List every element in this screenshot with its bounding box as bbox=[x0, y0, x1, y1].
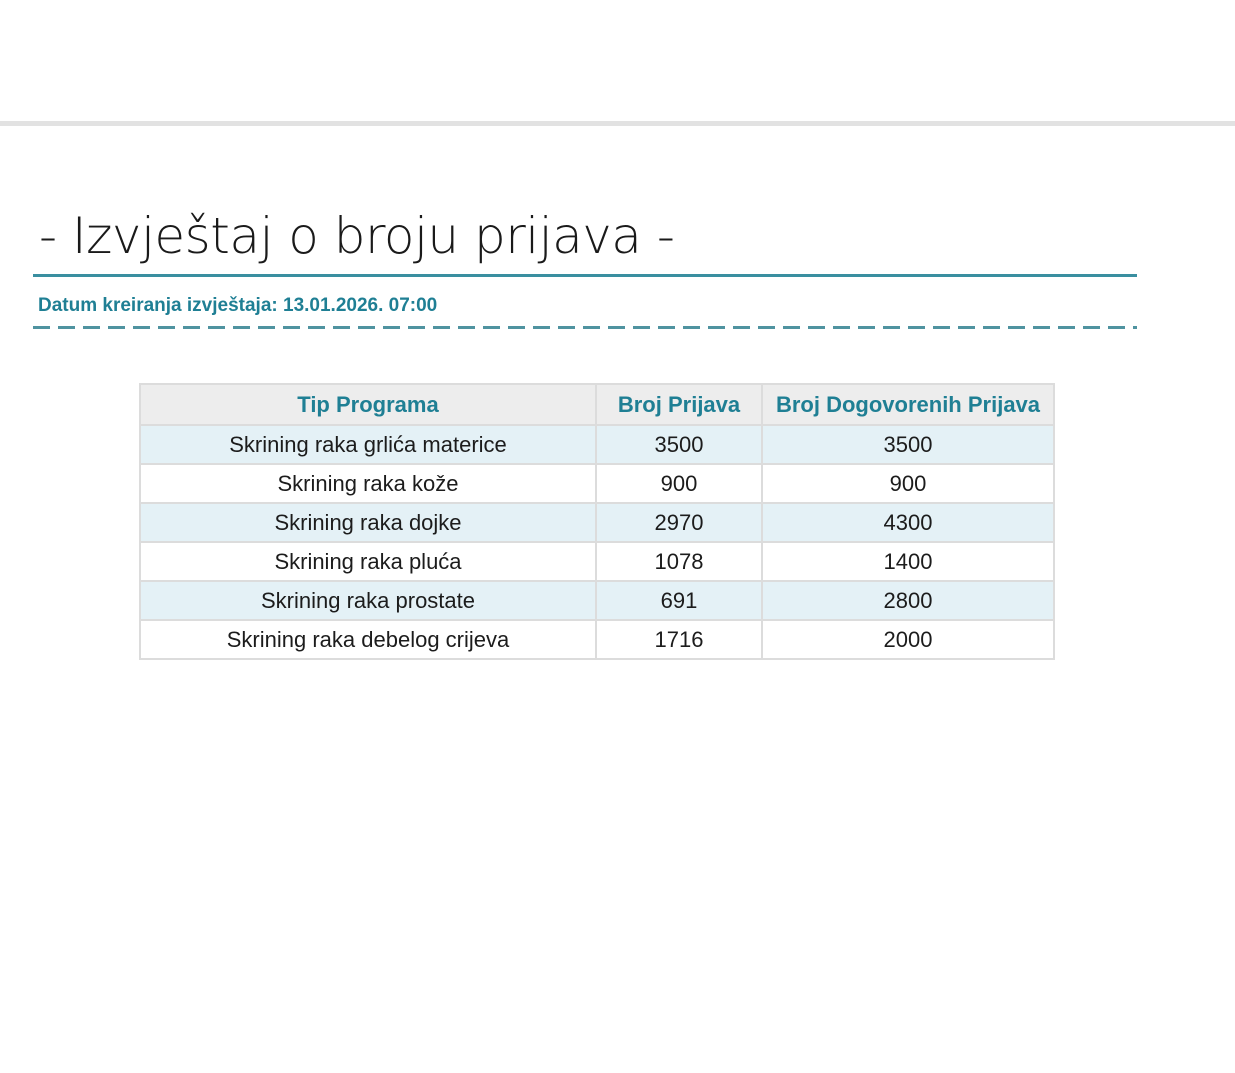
cell-agreed-registrations: 4300 bbox=[762, 503, 1054, 542]
report-header bbox=[33, 200, 1137, 329]
cell-registrations: 3500 bbox=[596, 425, 762, 464]
report-title: - Izvještaj o broju prijava - bbox=[39, 207, 675, 265]
table-row bbox=[140, 464, 1054, 503]
table-row bbox=[140, 620, 1054, 659]
cell-agreed-registrations: 2800 bbox=[762, 581, 1054, 620]
table-row bbox=[140, 542, 1054, 581]
dashed-divider bbox=[33, 326, 1137, 329]
report-date: Datum kreiranja izvještaja: 13.01.2026. 07:00 bbox=[38, 295, 438, 316]
cell-registrations: 2970 bbox=[596, 503, 762, 542]
cell-program-type: Skrining raka prostate bbox=[140, 581, 596, 620]
cell-program-type: Skrining raka grlića materice bbox=[140, 425, 596, 464]
cell-agreed-registrations: 2000 bbox=[762, 620, 1054, 659]
cell-program-type: Skrining raka dojke bbox=[140, 503, 596, 542]
cell-agreed-registrations: 900 bbox=[762, 464, 1054, 503]
cell-registrations: 1078 bbox=[596, 542, 762, 581]
table-row bbox=[140, 581, 1054, 620]
table-row bbox=[140, 425, 1054, 464]
column-header-registrations: Broj Prijava bbox=[596, 384, 762, 425]
cell-registrations: 691 bbox=[596, 581, 762, 620]
table-header-row bbox=[140, 384, 1054, 425]
title-underline bbox=[33, 274, 1137, 277]
column-header-agreed-registrations: Broj Dogovorenih Prijava bbox=[762, 384, 1054, 425]
column-header-program-type: Tip Programa bbox=[140, 384, 596, 425]
report-table bbox=[139, 383, 1055, 660]
cell-agreed-registrations: 3500 bbox=[762, 425, 1054, 464]
cell-program-type: Skrining raka pluća bbox=[140, 542, 596, 581]
table-row bbox=[140, 503, 1054, 542]
cell-program-type: Skrining raka kože bbox=[140, 464, 596, 503]
cell-program-type: Skrining raka debelog crijeva bbox=[140, 620, 596, 659]
cell-registrations: 1716 bbox=[596, 620, 762, 659]
cell-agreed-registrations: 1400 bbox=[762, 542, 1054, 581]
top-divider bbox=[0, 121, 1235, 126]
cell-registrations: 900 bbox=[596, 464, 762, 503]
